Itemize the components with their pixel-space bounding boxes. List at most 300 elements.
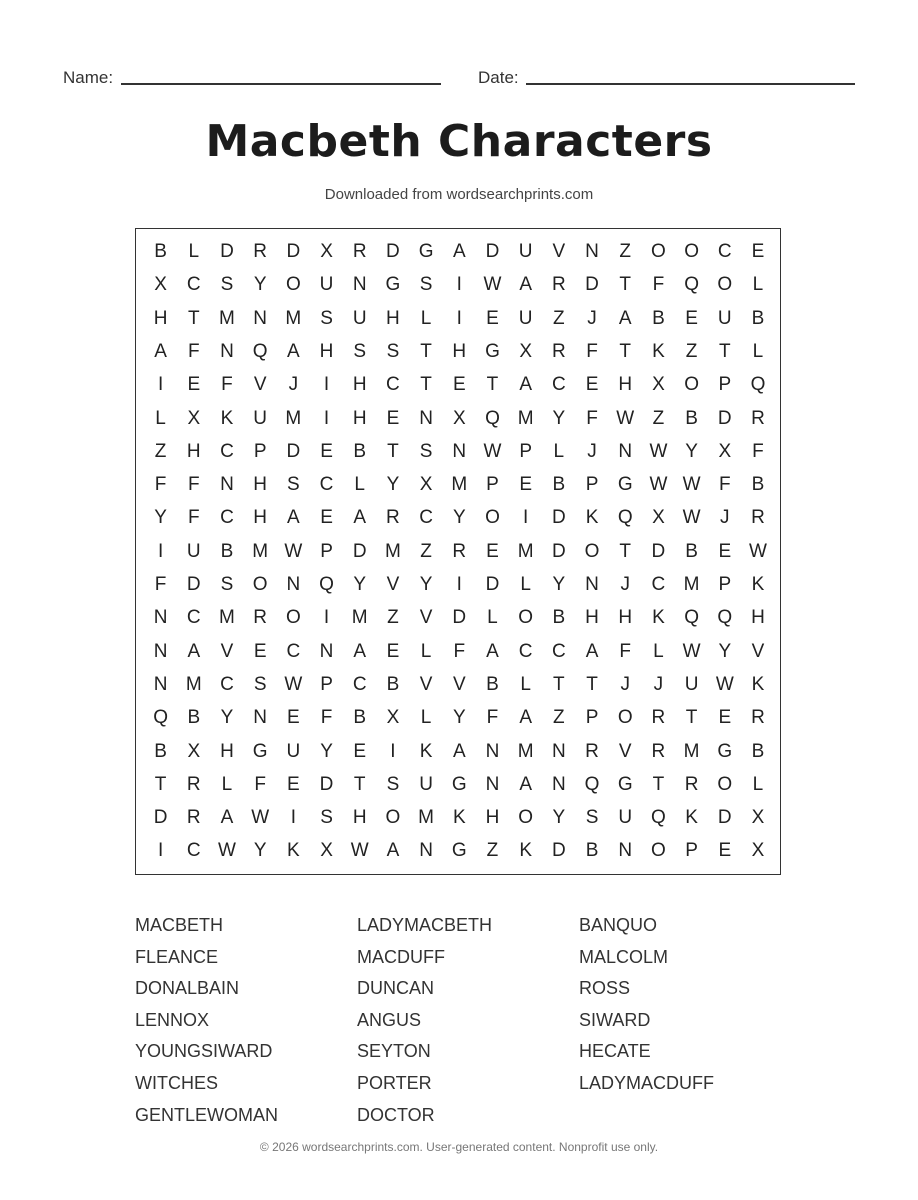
grid-letter[interactable]: Q [684, 607, 699, 629]
grid-letter[interactable]: I [456, 307, 462, 329]
grid-letter[interactable]: A [353, 507, 367, 529]
grid-letter[interactable]: S [220, 274, 234, 296]
grid-letter[interactable]: Q [485, 407, 500, 429]
grid-letter[interactable]: K [685, 807, 698, 829]
grid-letter[interactable]: G [451, 773, 467, 795]
grid-letter[interactable]: C [386, 374, 400, 396]
grid-letter[interactable]: B [552, 474, 566, 496]
grid-letter[interactable]: U [186, 540, 201, 562]
grid-letter[interactable]: E [386, 407, 400, 429]
grid-letter[interactable]: N [419, 840, 433, 862]
grid-letter[interactable]: D [551, 540, 566, 562]
grid-letter[interactable]: C [220, 507, 234, 529]
grid-letter[interactable]: L [420, 307, 432, 329]
grid-letter[interactable]: H [585, 607, 599, 629]
grid-letter[interactable]: L [520, 673, 531, 695]
grid-letter[interactable]: E [386, 640, 400, 662]
grid-letter[interactable]: C [186, 607, 201, 629]
grid-letter[interactable]: L [487, 607, 498, 629]
grid-letter[interactable]: S [253, 673, 267, 695]
grid-letter[interactable]: A [519, 374, 532, 396]
grid-letter[interactable]: W [350, 840, 369, 862]
grid-letter[interactable]: O [717, 773, 733, 795]
grid-letter[interactable]: M [683, 574, 700, 595]
grid-letter[interactable]: X [751, 840, 765, 862]
grid-letter[interactable]: T [486, 374, 499, 396]
grid-letter[interactable]: L [221, 773, 233, 795]
grid-letter[interactable]: T [387, 440, 399, 462]
grid-letter[interactable]: R [651, 740, 666, 762]
grid-letter[interactable]: B [552, 607, 566, 629]
grid-letter[interactable]: E [519, 474, 532, 496]
grid-letter[interactable]: H [618, 374, 633, 396]
grid-letter[interactable]: F [486, 707, 499, 729]
grid-letter[interactable]: A [519, 707, 532, 729]
grid-letter[interactable]: D [286, 440, 301, 462]
grid-letter[interactable]: U [618, 807, 633, 829]
grid-letter[interactable]: T [652, 773, 665, 795]
grid-letter[interactable]: K [220, 407, 234, 429]
grid-letter[interactable]: F [586, 407, 598, 429]
grid-letter[interactable]: R [253, 607, 268, 629]
grid-letter[interactable]: N [618, 440, 633, 462]
grid-letter[interactable]: F [752, 440, 764, 462]
grid-letter[interactable]: K [519, 840, 532, 862]
grid-letter[interactable]: K [652, 340, 665, 362]
grid-letter[interactable]: N [153, 673, 168, 695]
grid-letter[interactable]: X [519, 340, 532, 362]
grid-letter[interactable]: V [452, 673, 466, 695]
grid-letter[interactable]: A [353, 640, 367, 662]
grid-letter[interactable]: E [287, 773, 300, 795]
grid-letter[interactable]: L [188, 241, 200, 262]
grid-letter[interactable]: Z [685, 340, 698, 362]
grid-letter[interactable]: K [652, 607, 665, 629]
grid-letter[interactable]: L [752, 773, 764, 795]
grid-letter[interactable]: D [651, 540, 666, 562]
grid-letter[interactable]: C [651, 574, 666, 595]
grid-letter[interactable]: N [585, 241, 599, 262]
grid-letter[interactable]: C [286, 640, 301, 662]
grid-letter[interactable]: T [619, 540, 632, 562]
grid-letter[interactable]: J [288, 374, 299, 396]
grid-letter[interactable]: B [751, 307, 765, 329]
grid-letter[interactable]: A [585, 640, 599, 662]
grid-letter[interactable]: E [353, 740, 367, 762]
grid-letter[interactable]: H [186, 440, 201, 462]
grid-letter[interactable]: G [418, 241, 434, 262]
grid-letter[interactable]: Q [750, 374, 766, 396]
grid-letter[interactable]: Q [153, 707, 168, 729]
grid-letter[interactable]: G [451, 840, 467, 862]
grid-letter[interactable]: C [186, 840, 201, 862]
grid-letter[interactable]: L [420, 640, 432, 662]
grid-letter[interactable]: D [717, 407, 732, 429]
grid-letter[interactable]: A [452, 740, 466, 762]
grid-letter[interactable]: D [585, 274, 599, 296]
grid-letter[interactable]: P [253, 440, 267, 462]
grid-letter[interactable]: O [485, 507, 500, 529]
grid-letter[interactable]: O [617, 707, 633, 729]
grid-letter[interactable]: S [419, 274, 433, 296]
grid-letter[interactable]: X [751, 807, 765, 829]
grid-letter[interactable]: U [684, 673, 699, 695]
grid-letter[interactable]: J [620, 673, 630, 695]
grid-letter[interactable]: N [551, 773, 566, 795]
grid-letter[interactable]: A [187, 640, 201, 662]
grid-letter[interactable]: X [187, 740, 201, 762]
grid-letter[interactable]: U [253, 407, 268, 429]
grid-letter[interactable]: A [220, 807, 234, 829]
grid-letter[interactable]: Z [420, 540, 432, 562]
grid-letter[interactable]: G [717, 740, 733, 762]
grid-letter[interactable]: R [551, 274, 566, 296]
grid-letter[interactable]: H [352, 807, 367, 829]
grid-letter[interactable]: D [286, 241, 301, 262]
grid-letter[interactable]: V [220, 640, 234, 662]
grid-letter[interactable]: C [186, 274, 201, 296]
grid-letter[interactable]: T [420, 340, 432, 362]
grid-letter[interactable]: V [552, 241, 566, 262]
grid-letter[interactable]: F [154, 574, 167, 595]
grid-letter[interactable]: I [456, 274, 462, 296]
grid-letter[interactable]: J [587, 440, 597, 462]
grid-letter[interactable]: F [254, 773, 266, 795]
grid-letter[interactable]: L [155, 407, 166, 429]
grid-letter[interactable]: O [518, 607, 534, 629]
grid-letter[interactable]: I [157, 540, 164, 562]
grid-letter[interactable]: L [354, 474, 365, 496]
grid-letter[interactable]: M [384, 540, 401, 562]
grid-letter[interactable]: H [352, 407, 367, 429]
grid-letter[interactable]: H [352, 374, 367, 396]
grid-letter[interactable]: U [419, 773, 433, 795]
grid-letter[interactable]: I [323, 374, 330, 396]
grid-letter[interactable]: E [486, 307, 499, 329]
grid-letter[interactable]: O [385, 807, 401, 829]
grid-letter[interactable]: I [290, 807, 296, 829]
grid-letter[interactable]: R [386, 507, 400, 529]
grid-letter[interactable]: A [287, 507, 300, 529]
grid-letter[interactable]: X [386, 707, 400, 729]
grid-letter[interactable]: T [187, 307, 200, 329]
grid-letter[interactable]: O [651, 241, 666, 262]
grid-letter[interactable]: F [320, 707, 333, 729]
grid-letter[interactable]: Y [718, 640, 732, 662]
grid-letter[interactable]: H [618, 607, 633, 629]
grid-letter[interactable]: W [284, 540, 303, 562]
grid-letter[interactable]: A [618, 307, 632, 329]
grid-letter[interactable]: F [154, 474, 167, 496]
grid-letter[interactable]: B [154, 740, 167, 762]
grid-letter[interactable]: N [485, 740, 500, 762]
grid-letter[interactable]: I [323, 607, 330, 629]
grid-letter[interactable]: B [386, 673, 400, 695]
grid-letter[interactable]: P [718, 574, 732, 595]
grid-letter[interactable]: U [352, 307, 367, 329]
grid-letter[interactable]: D [485, 241, 500, 262]
grid-letter[interactable]: D [551, 507, 566, 529]
grid-letter[interactable]: P [320, 540, 333, 562]
grid-letter[interactable]: H [386, 307, 400, 329]
grid-letter[interactable]: Z [553, 307, 565, 329]
grid-letter[interactable]: D [717, 807, 732, 829]
grid-letter[interactable]: A [154, 340, 167, 362]
grid-letter[interactable]: O [584, 540, 600, 562]
grid-letter[interactable]: E [585, 374, 599, 396]
grid-letter[interactable]: F [187, 340, 200, 362]
grid-letter[interactable]: S [287, 474, 300, 496]
grid-letter[interactable]: T [553, 673, 565, 695]
grid-letter[interactable]: A [386, 840, 400, 862]
grid-letter[interactable]: B [585, 840, 599, 862]
grid-letter[interactable]: J [653, 673, 664, 695]
grid-letter[interactable]: W [682, 474, 701, 496]
grid-letter[interactable]: M [285, 307, 302, 329]
name-field[interactable] [121, 83, 441, 85]
grid-letter[interactable]: W [483, 274, 502, 296]
grid-letter[interactable]: B [751, 474, 765, 496]
grid-letter[interactable]: H [153, 307, 168, 329]
grid-letter[interactable]: M [517, 540, 534, 562]
grid-letter[interactable]: L [553, 440, 565, 462]
grid-letter[interactable]: X [154, 274, 167, 296]
grid-letter[interactable]: B [685, 540, 698, 562]
grid-letter[interactable]: X [320, 241, 333, 262]
grid-letter[interactable]: O [518, 807, 534, 829]
grid-letter[interactable]: A [519, 274, 532, 296]
grid-letter[interactable]: U [518, 307, 533, 329]
grid-letter[interactable]: W [649, 474, 668, 496]
grid-letter[interactable]: T [154, 773, 167, 795]
grid-letter[interactable]: X [187, 407, 201, 429]
grid-letter[interactable]: R [253, 241, 268, 262]
grid-letter[interactable]: D [319, 773, 334, 795]
grid-letter[interactable]: Z [619, 241, 632, 262]
grid-letter[interactable]: I [523, 507, 529, 529]
grid-letter[interactable]: N [253, 307, 268, 329]
grid-letter[interactable]: K [751, 673, 765, 695]
grid-letter[interactable]: F [221, 374, 233, 396]
grid-letter[interactable]: C [220, 673, 234, 695]
grid-letter[interactable]: Z [652, 407, 665, 429]
grid-letter[interactable]: X [452, 407, 466, 429]
grid-letter[interactable]: I [456, 574, 462, 595]
grid-letter[interactable]: N [220, 474, 234, 496]
grid-letter[interactable]: E [187, 374, 201, 396]
grid-letter[interactable]: C [220, 440, 234, 462]
grid-letter[interactable]: L [420, 707, 432, 729]
grid-letter[interactable]: V [386, 574, 400, 595]
grid-letter[interactable]: G [385, 274, 401, 296]
grid-letter[interactable]: W [483, 440, 502, 462]
grid-letter[interactable]: P [320, 673, 333, 695]
grid-letter[interactable]: V [419, 673, 433, 695]
grid-letter[interactable]: Z [387, 607, 399, 629]
grid-letter[interactable]: O [684, 241, 699, 262]
grid-letter[interactable]: Q [651, 807, 666, 829]
grid-letter[interactable]: N [485, 773, 500, 795]
grid-letter[interactable]: C [551, 640, 566, 662]
grid-letter[interactable]: M [451, 474, 468, 496]
grid-letter[interactable]: E [452, 374, 466, 396]
grid-letter[interactable]: Y [386, 474, 400, 496]
grid-letter[interactable]: W [749, 540, 767, 562]
grid-letter[interactable]: Z [486, 840, 499, 862]
grid-letter[interactable]: E [751, 241, 765, 262]
grid-letter[interactable]: N [352, 274, 367, 296]
grid-letter[interactable]: S [386, 773, 400, 795]
grid-letter[interactable]: R [751, 407, 765, 429]
grid-letter[interactable]: B [220, 540, 234, 562]
grid-letter[interactable]: H [220, 740, 234, 762]
grid-letter[interactable]: H [319, 340, 334, 362]
grid-letter[interactable]: N [551, 740, 566, 762]
grid-letter[interactable]: D [186, 574, 201, 595]
grid-letter[interactable]: U [717, 307, 732, 329]
grid-letter[interactable]: Y [552, 807, 566, 829]
grid-letter[interactable]: T [353, 773, 366, 795]
grid-letter[interactable]: E [685, 307, 698, 329]
grid-letter[interactable]: W [218, 840, 236, 862]
grid-letter[interactable]: F [187, 474, 200, 496]
grid-letter[interactable]: S [320, 807, 333, 829]
grid-letter[interactable]: W [682, 507, 701, 529]
grid-letter[interactable]: H [751, 607, 765, 629]
grid-letter[interactable]: W [682, 640, 701, 662]
grid-letter[interactable]: P [685, 840, 698, 862]
grid-letter[interactable]: F [652, 274, 665, 296]
grid-letter[interactable]: Y [320, 740, 333, 762]
grid-letter[interactable]: W [251, 807, 270, 829]
grid-letter[interactable]: O [717, 274, 733, 296]
grid-letter[interactable]: R [585, 740, 599, 762]
grid-letter[interactable]: Y [154, 507, 167, 529]
grid-letter[interactable]: Y [419, 574, 433, 595]
grid-letter[interactable]: L [752, 274, 764, 296]
grid-letter[interactable]: B [353, 440, 367, 462]
grid-letter[interactable]: H [253, 474, 268, 496]
grid-letter[interactable]: Q [717, 607, 733, 629]
grid-letter[interactable]: A [452, 241, 466, 262]
grid-letter[interactable]: R [684, 773, 699, 795]
grid-letter[interactable]: Y [220, 707, 234, 729]
grid-letter[interactable]: E [287, 707, 300, 729]
grid-letter[interactable]: Y [552, 407, 566, 429]
grid-letter[interactable]: O [252, 574, 268, 595]
grid-letter[interactable]: J [587, 307, 597, 329]
grid-letter[interactable]: I [157, 374, 164, 396]
grid-letter[interactable]: E [253, 640, 267, 662]
grid-letter[interactable]: F [453, 640, 466, 662]
grid-letter[interactable]: L [752, 340, 764, 362]
grid-letter[interactable]: S [585, 807, 599, 829]
grid-letter[interactable]: Q [684, 274, 699, 296]
grid-letter[interactable]: Y [452, 507, 466, 529]
grid-letter[interactable]: Z [154, 440, 167, 462]
grid-letter[interactable]: P [519, 440, 532, 462]
grid-letter[interactable]: N [618, 840, 633, 862]
grid-letter[interactable]: E [718, 707, 732, 729]
grid-letter[interactable]: V [253, 374, 267, 396]
date-field[interactable] [526, 83, 855, 85]
grid-letter[interactable]: S [220, 574, 234, 595]
grid-letter[interactable]: R [651, 707, 666, 729]
grid-letter[interactable]: S [419, 440, 433, 462]
grid-letter[interactable]: Q [319, 574, 334, 595]
grid-letter[interactable]: I [157, 840, 164, 862]
grid-letter[interactable]: M [285, 407, 302, 429]
grid-letter[interactable]: C [352, 673, 367, 695]
grid-letter[interactable]: D [452, 607, 467, 629]
grid-letter[interactable]: W [715, 673, 734, 695]
grid-letter[interactable]: X [652, 374, 665, 396]
grid-letter[interactable]: M [683, 740, 700, 762]
grid-letter[interactable]: Y [253, 840, 267, 862]
grid-letter[interactable]: E [718, 840, 732, 862]
grid-letter[interactable]: M [252, 540, 269, 562]
grid-letter[interactable]: A [486, 640, 499, 662]
grid-letter[interactable]: M [517, 407, 534, 429]
grid-letter[interactable]: B [486, 673, 499, 695]
grid-letter[interactable]: D [485, 574, 500, 595]
grid-letter[interactable]: P [585, 474, 599, 496]
grid-letter[interactable]: U [286, 740, 301, 762]
grid-letter[interactable]: D [386, 241, 400, 262]
grid-letter[interactable]: Y [452, 707, 466, 729]
grid-letter[interactable]: P [718, 374, 732, 396]
grid-letter[interactable]: Q [584, 773, 600, 795]
grid-letter[interactable]: F [187, 507, 200, 529]
grid-letter[interactable]: E [320, 440, 333, 462]
grid-letter[interactable]: M [351, 607, 368, 629]
grid-letter[interactable]: D [352, 540, 367, 562]
grid-letter[interactable]: K [751, 574, 765, 595]
grid-letter[interactable]: M [418, 807, 434, 829]
grid-letter[interactable]: G [617, 773, 633, 795]
grid-letter[interactable]: M [219, 307, 235, 329]
grid-letter[interactable]: N [253, 707, 268, 729]
grid-letter[interactable]: O [684, 374, 699, 396]
grid-letter[interactable]: H [485, 807, 500, 829]
grid-letter[interactable]: E [486, 540, 499, 562]
grid-letter[interactable]: X [718, 440, 732, 462]
grid-letter[interactable]: N [319, 640, 334, 662]
grid-letter[interactable]: Z [553, 707, 565, 729]
grid-letter[interactable]: Y [685, 440, 698, 462]
grid-letter[interactable]: N [585, 574, 599, 595]
grid-letter[interactable]: X [419, 474, 433, 496]
grid-letter[interactable]: N [153, 607, 168, 629]
grid-letter[interactable]: R [186, 773, 201, 795]
grid-letter[interactable]: M [185, 673, 202, 695]
grid-letter[interactable]: L [520, 574, 531, 595]
grid-letter[interactable]: J [720, 507, 730, 529]
grid-letter[interactable]: G [617, 474, 633, 496]
grid-letter[interactable]: U [518, 241, 533, 262]
grid-letter[interactable]: I [390, 740, 396, 762]
grid-letter[interactable]: R [551, 340, 566, 362]
grid-letter[interactable]: H [452, 340, 467, 362]
grid-letter[interactable]: A [287, 340, 300, 362]
grid-letter[interactable]: B [353, 707, 367, 729]
grid-letter[interactable]: E [320, 507, 333, 529]
grid-letter[interactable]: B [154, 241, 167, 262]
grid-letter[interactable]: W [284, 673, 303, 695]
grid-letter[interactable]: B [751, 740, 765, 762]
grid-letter[interactable]: R [452, 540, 467, 562]
grid-letter[interactable]: N [452, 440, 467, 462]
